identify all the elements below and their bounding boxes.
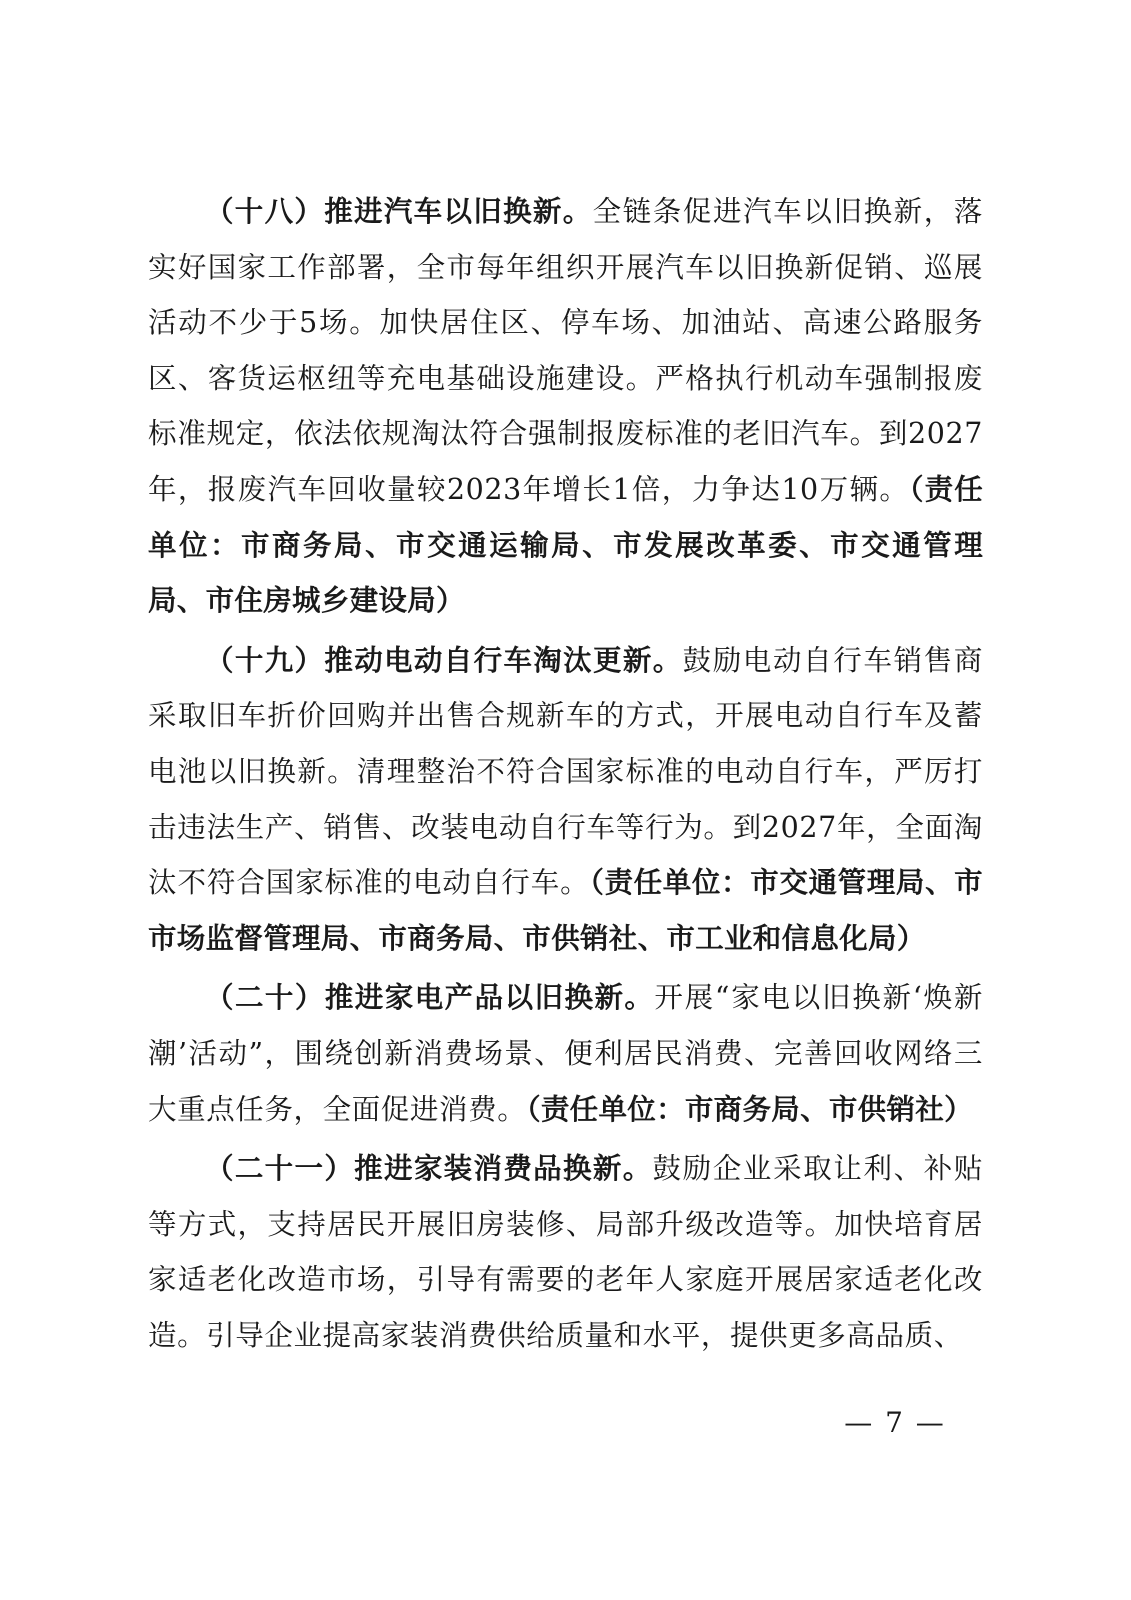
paragraph-text: 鼓励电动自行车销售商采取旧车折价回购并出售合规新车的方式，开展电动自行车及蓄电池以旧换新。清理整治不符合国家标准的电动自行车，严厉打击违法生产、销售、改装电动自行车等行为。到2027年，全面淘汰不符合国家标准的电动自行车。 [148, 643, 983, 900]
paragraph-ebike-replacement [148, 633, 983, 967]
paragraph-text: 全链条促进汽车以旧换新，落实好国家工作部署，全市每年组织开展汽车以旧换新促销、巡展活动不少于5场。加快居住区、停车场、加油站、高速公路服务区、客货运枢纽等充电基础设施建设。严格执行机动车强制报废标准规定，依法依规淘汰符合强制报废标准的老旧汽车。到2027年，报废汽车回收量较2023年增长1倍，力争达10万辆。 [148, 195, 983, 506]
section-heading: （二十）推进家电产品以旧换新。 [205, 981, 655, 1015]
paragraph-text: 鼓励企业采取让利、补贴等方式，支持居民开展旧房装修、局部升级改造等。加快培育居家适老化改造市场，引导有需要的老年人家庭开展居家适老化改造。引导企业提高家装消费供给质量和水平，提供更多高品质、 [148, 1152, 983, 1352]
paragraph-auto-trade-in [148, 184, 983, 629]
section-heading: （十八）推进汽车以旧换新。 [205, 195, 593, 228]
section-heading: （二十一）推进家装消费品换新。 [205, 1152, 653, 1186]
section-heading: （十九）推动电动自行车淘汰更新。 [205, 643, 683, 677]
responsibility-units: （责任单位：市商务局、市供销社） [526, 1092, 973, 1126]
page-number: — 7 — [844, 1406, 946, 1439]
paragraph-appliance-trade-in [148, 970, 983, 1137]
responsibility-units: （责任单位：市交通管理局、市市场监督管理局、市商务局、市供销社、市工业和信息化局） [148, 866, 983, 955]
document-body [148, 184, 983, 1367]
paragraph-home-decor-renewal [148, 1141, 983, 1363]
responsibility-units: （责任单位：市商务局、市交通运输局、市发展改革委、市交通管理局、市住房城乡建设局） [148, 472, 984, 618]
paragraph-text: 开展“家电以旧换新‘焕新潮’活动”，围绕创新消费场景、便利居民消费、完善回收网络三大重点任务，全面促进消费。 [148, 981, 983, 1126]
